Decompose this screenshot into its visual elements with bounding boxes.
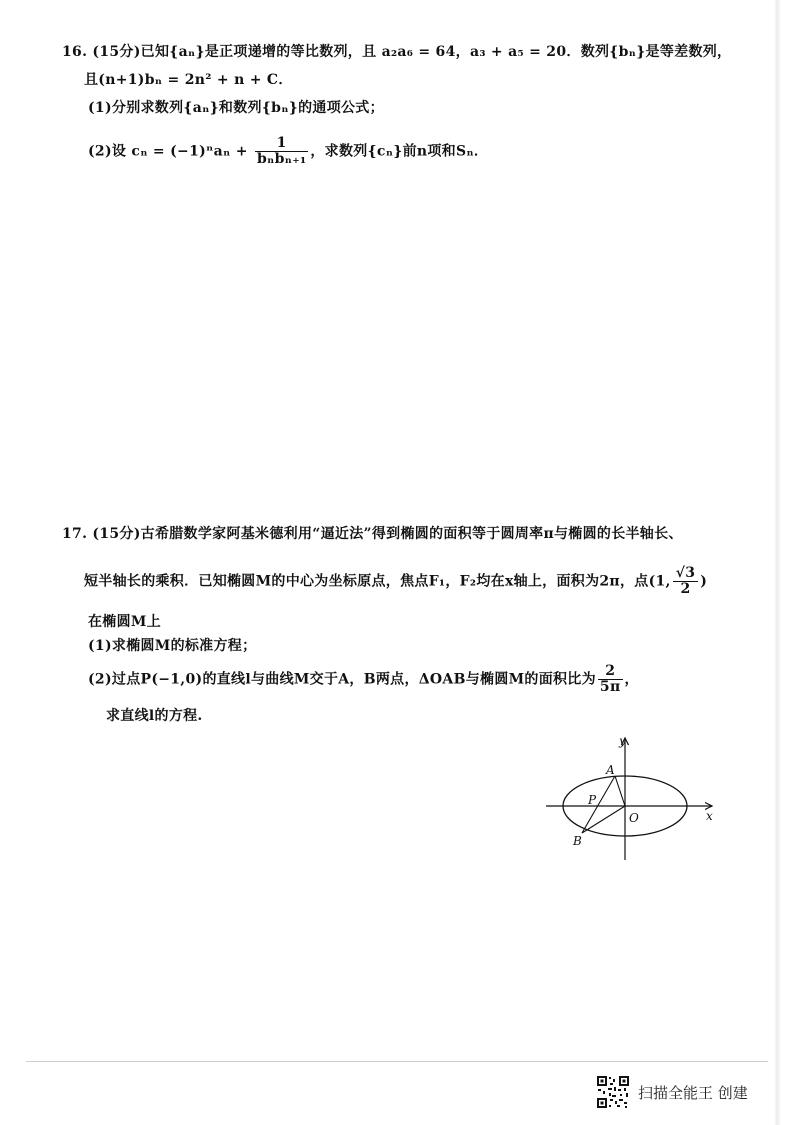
bottom-rule bbox=[26, 1061, 768, 1062]
q16-line1: 16. (15分)已知{aₙ}是正项递增的等比数列，且 a₂a₆ = 64，a₃ + a₅ = 20．数列{bₙ}是等差数列， bbox=[62, 44, 732, 60]
scanner-watermark bbox=[596, 1074, 748, 1110]
q17-area-ratio-fraction bbox=[598, 664, 623, 695]
q17-line3: 在椭圆M上 bbox=[88, 614, 161, 630]
page-edge-shadow bbox=[774, 0, 780, 1125]
q17-point-frac-denominator: 2 bbox=[680, 581, 691, 597]
q17-part2-prefix: (2)过点P(−1,0)的直线l与曲线M交于A，B两点，ΔOAB与椭圆M的面积比为 bbox=[88, 671, 596, 688]
line-l bbox=[582, 776, 615, 833]
q17-line2 bbox=[84, 566, 707, 597]
q16-part2-prefix: (2)设 cₙ = (−1)ⁿaₙ + bbox=[88, 143, 253, 160]
label-x: x bbox=[706, 809, 713, 823]
segment-ob bbox=[582, 806, 625, 833]
q17-point-fraction bbox=[673, 566, 699, 597]
q17-part2 bbox=[88, 664, 639, 695]
q17-part1: (1)求椭圆M的标准方程； bbox=[88, 638, 257, 654]
q16-frac-numerator: 1 bbox=[255, 136, 308, 152]
watermark-text: 扫描全能王 创建 bbox=[638, 1083, 748, 1102]
label-b: B bbox=[573, 834, 582, 848]
q17-line1: 17. (15分)古希腊数学家阿基米德利用“逼近法”得到椭圆的面积等于圆周率π与椭圆的长半轴长、 bbox=[62, 526, 683, 542]
q17-point-frac-numerator: √3 bbox=[673, 566, 699, 582]
q16-line2: 且(n+1)bₙ = 2n² + n + C． bbox=[84, 72, 293, 88]
q16-part2 bbox=[88, 136, 488, 167]
label-p: P bbox=[588, 793, 597, 807]
q16-part1: (1)分别求数列{aₙ}和数列{bₙ}的通项公式； bbox=[88, 100, 384, 116]
label-y: y bbox=[619, 734, 626, 748]
q16-frac-denominator: bₙbₙ₊₁ bbox=[256, 151, 307, 167]
q17-part2-suffix: ， bbox=[624, 671, 639, 688]
q17-line2-prefix: 短半轴长的乘积．已知椭圆M的中心为坐标原点，焦点F₁，F₂均在x轴上，面积为2π，点(1, bbox=[84, 573, 671, 590]
q17-ratio-denominator: 5π bbox=[599, 679, 621, 695]
segment-oa bbox=[615, 776, 625, 806]
ellipse-figure bbox=[540, 732, 725, 862]
q17-part2-line2: 求直线l的方程. bbox=[106, 708, 203, 724]
q17-line2-suffix: ) bbox=[700, 573, 708, 590]
q17-ratio-numerator: 2 bbox=[598, 664, 623, 680]
label-a: A bbox=[606, 763, 615, 777]
ellipse-diagram bbox=[540, 732, 725, 862]
q16-part2-fraction bbox=[255, 136, 308, 167]
label-o: O bbox=[629, 811, 639, 825]
qr-code-icon bbox=[596, 1075, 630, 1109]
q16-part2-suffix: ，求数列{cₙ}前n项和Sₙ． bbox=[310, 143, 489, 160]
